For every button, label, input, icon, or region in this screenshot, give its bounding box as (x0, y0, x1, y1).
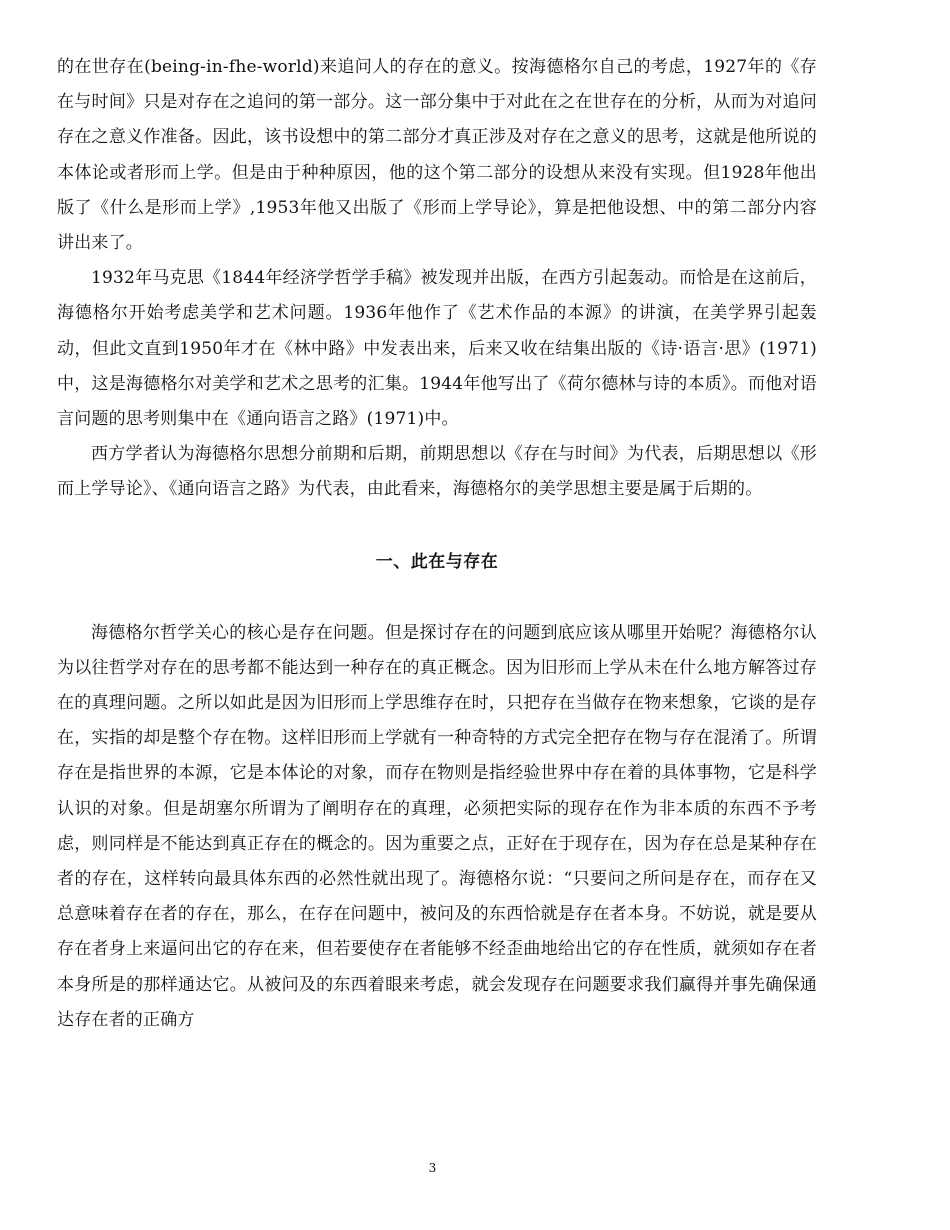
body-paragraph: 1932年马克思《1844年经济学哲学手稿》被发现并出版，在西方引起轰动。而恰是在这前后，海德格尔开始考虑美学和艺术问题。1936年他作了《艺术作品的本源》的讲演，在美学界引起轰动，但此文直到1950年才在《林中路》中发表出来，后来又收在结集出版的《诗·语言·思》(1971)中，这是海德格尔对美学和艺术之思考的汇集。1944年他写出了《荷尔德林与诗的本质》。而他对语言问题的思考则集中在《通向语言之路》(1971)中。 (57, 268, 817, 430)
body-paragraph: 西方学者认为海德格尔思想分前期和后期，前期思想以《存在与时间》为代表，后期思想以《形而上学导论》、《通向语言之路》为代表，由此看来，海德格尔的美学思想主要是属于后期的。 (57, 444, 817, 500)
page-number: 3 (428, 1161, 437, 1175)
page-content (57, 50, 817, 1038)
body-paragraph-continued: 的在世存在(being-in-fhe-world)来追问人的存在的意义。按海德格尔自己的考虑，1927年的《存在与时间》只是对存在之追问的第一部分。这一部分集中于对此在之在世存在的分析，从而为对追问存在之意义作准备。因此，该书设想中的第二部分才真正涉及对存在之意义的思考，这就是他所说的本体论或者形而上学。但是由于种种原因，他的这个第二部分的设想从来没有实现。但1928年他出版了《什么是形而上学》,1953年他又出版了《形而上学导论》，算是把他设想、中的第二部分内容讲出来了。 (57, 57, 817, 254)
section-heading: 一、此在与存在 (375, 551, 499, 572)
body-paragraph: 海德格尔哲学关心的核心是存在问题。但是探讨存在的问题到底应该从哪里开始呢？海德格尔认为以往哲学对存在的思考都不能达到一种存在的真正概念。因为旧形而上学从未在什么地方解答过存在的真理问题。之所以如此是因为旧形而上学思维存在时，只把存在当做存在物来想象，它谈的是存在，实指的却是整个存在物。这样旧形而上学就有一种奇特的方式完全把存在物与存在混淆了。所谓存在是指世界的本源，它是本体论的对象，而存在物则是指经验世界中存在着的具体事物，它是科学认识的对象。但是胡塞尔所谓为了阐明存在的真理，必须把实际的现存在作为非本质的东西不予考虑，则同样是不能达到真正存在的概念的。因为重要之点，正好在于现存在，因为存在总是某种存在者的存在，这样转向最具体东西的必然性就出现了。海德格尔说：“只要问之所问是存在，而存在又总意味着存在者的存在，那么，在存在问题中，被问及的东西恰就是存在者本身。不妨说，就是要从存在者身上来逼问出它的存在来，但若要使存在者能够不经歪曲地给出它的存在性质，就须如存在者本身所是的那样通达它。从被问及的东西着眼来考虑，就会发现存在问题要求我们赢得并事先确保通达存在者的正确方 (57, 622, 817, 1030)
